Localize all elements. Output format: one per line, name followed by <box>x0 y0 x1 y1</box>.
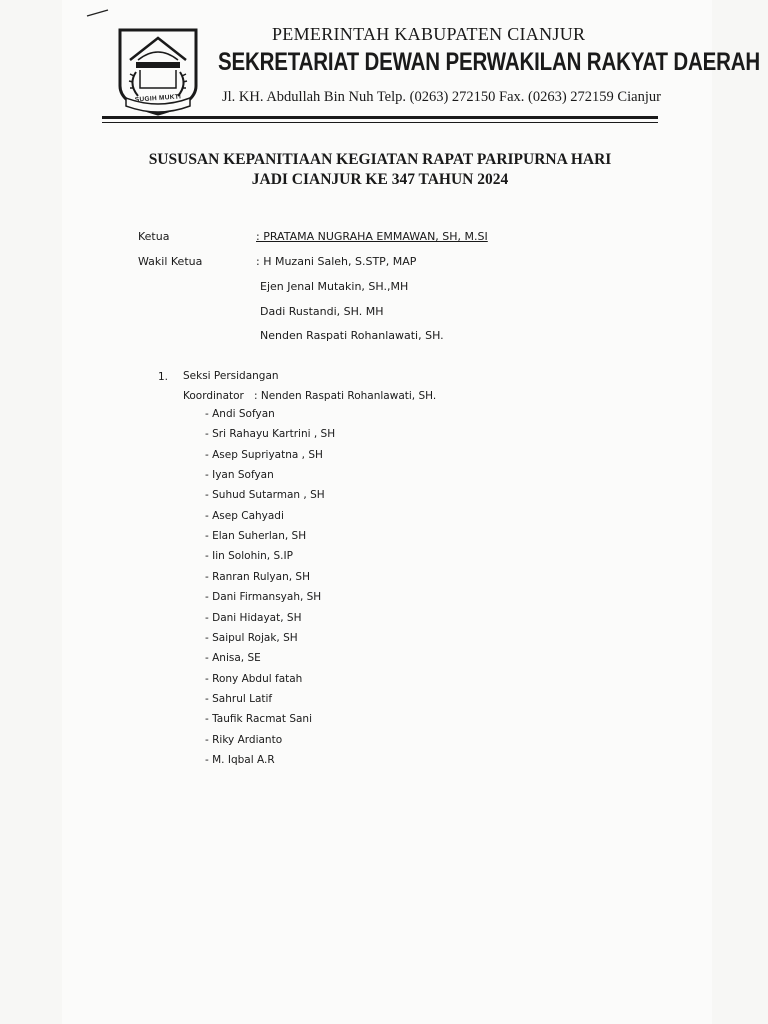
member-item: - Iin Solohin, S.IP <box>205 550 293 563</box>
letterhead-address: Jl. KH. Abdullah Bin Nuh Telp. (0263) 272150 Fax. (0263) 272159 Cianjur <box>222 89 661 105</box>
member-item: - Iyan Sofyan <box>205 469 274 482</box>
pen-stroke-mark <box>86 8 110 18</box>
member-item: - Rony Abdul fatah <box>205 672 303 685</box>
wakil-ketua-label: Wakil Ketua <box>138 255 203 268</box>
member-item: - Taufik Racmat Sani <box>205 713 312 726</box>
member-item: - Elan Suherlan, SH <box>205 530 307 543</box>
koordinator-label: Koordinator <box>183 390 244 402</box>
member-item: - Dani Firmansyah, SH <box>205 591 322 604</box>
wakil-ketua-2: Ejen Jenal Mutakin, SH.,MH <box>260 280 409 293</box>
member-item: - Asep Cahyadi <box>205 509 284 522</box>
member-item: - Saipul Rojak, SH <box>205 631 298 644</box>
member-item: - Sahrul Latif <box>205 692 273 705</box>
member-item: - Sri Rahayu Kartrini , SH <box>205 428 336 441</box>
member-item: - Asep Supriyatna , SH <box>205 448 323 461</box>
member-item: - M. Iqbal A.R <box>205 753 275 766</box>
member-item: - Dani Hidayat, SH <box>205 611 302 624</box>
member-item: - Andi Sofyan <box>205 408 275 420</box>
wakil-ketua-3: Dadi Rustandi, SH. MH <box>260 305 384 318</box>
ketua-value: : PRATAMA NUGRAHA EMMAWAN, SH, M.SI <box>256 230 488 243</box>
member-item: - Anisa, SE <box>205 652 261 665</box>
section-title: Seksi Persidangan <box>183 370 279 382</box>
title-line-1: SUSUSAN KEPANITIAAN KEGIATAN RAPAT PARIPURNA HARI <box>148 151 612 168</box>
letterhead-rule-thin <box>102 122 658 123</box>
logo-ribbon-text: SUGIH MUKTI <box>134 93 182 104</box>
wakil-ketua-1: : H Muzani Saleh, S.STP, MAP <box>256 255 417 268</box>
title-line-2: JADI CIANJUR KE 347 TAHUN 2024 <box>251 171 509 188</box>
section-number: 1. <box>158 371 169 383</box>
document-title <box>120 150 640 190</box>
member-item: - Suhud Sutarman , SH <box>205 489 325 502</box>
ketua-label: Ketua <box>138 230 170 243</box>
letterhead-rule-thick <box>102 116 658 119</box>
koordinator-value: : Nenden Raspati Rohanlawati, SH. <box>254 390 437 402</box>
letterhead-government: PEMERINTAH KABUPATEN CIANJUR <box>272 24 586 44</box>
letterhead-secretariat: SEKRETARIAT DEWAN PERWAKILAN RAKYAT DAERAH <box>218 48 761 76</box>
regency-emblem-icon <box>116 26 200 118</box>
member-item: - Riky Ardianto <box>205 733 283 746</box>
wakil-ketua-4: Nenden Raspati Rohanlawati, SH. <box>260 329 444 342</box>
member-item: - Ranran Rulyan, SH <box>205 570 310 583</box>
